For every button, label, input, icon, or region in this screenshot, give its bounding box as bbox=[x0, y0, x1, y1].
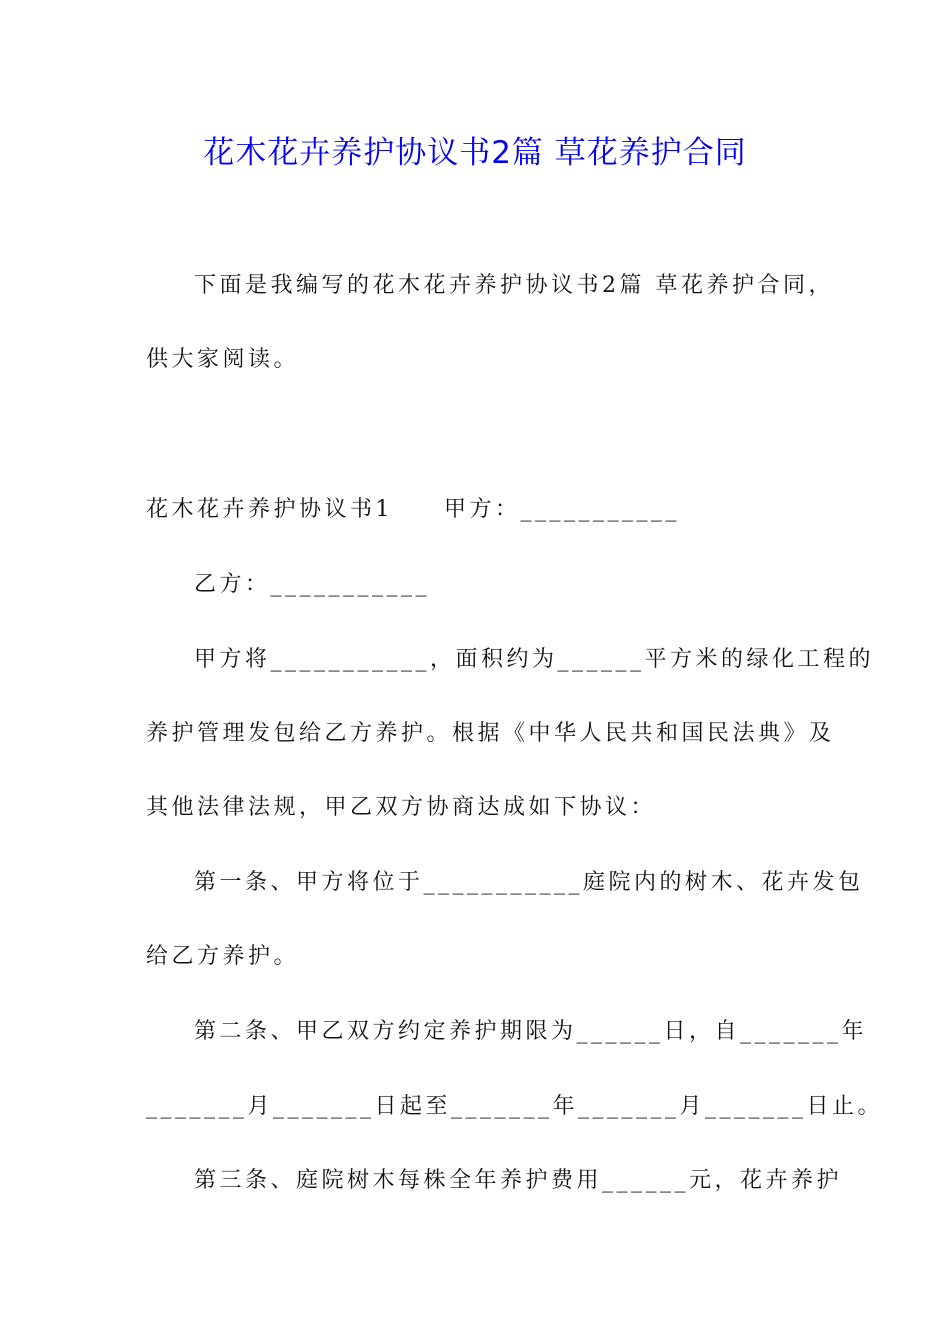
party-b-line: 乙方：___________ bbox=[194, 572, 431, 597]
document-title: 花木花卉养护协议书2篇 草花养护合同 bbox=[203, 135, 747, 171]
article-1-line-1: 第一条、甲方将位于___________庭院内的树木、花卉发包 bbox=[194, 870, 864, 895]
paragraph-1-line-3: 其他法律法规，甲乙双方协商达成如下协议： bbox=[146, 795, 657, 820]
intro-line-2: 供大家阅读。 bbox=[146, 347, 300, 372]
paragraph-1-line-2: 养护管理发包给乙方养护。根据《中华人民共和国民法典》及 bbox=[146, 721, 835, 746]
paragraph-1-line-1: 甲方将___________，面积约为______平方米的绿化工程的 bbox=[194, 647, 875, 672]
article-3-line-1: 第三条、庭院树木每株全年养护费用______元，花卉养护 bbox=[194, 1168, 843, 1193]
article-1-line-2: 给乙方养护。 bbox=[146, 944, 300, 969]
article-2-line-1: 第二条、甲乙双方约定养护期限为______日，自_______年 bbox=[194, 1019, 868, 1044]
intro-line-1: 下面是我编写的花木花卉养护协议书2篇 草花养护合同， bbox=[194, 273, 834, 298]
article-2-line-2: _______月_______日起至_______年_______月_______日止。 bbox=[146, 1094, 884, 1119]
contract-heading-party-a: 花木花卉养护协议书1 甲方：___________ bbox=[146, 497, 680, 522]
